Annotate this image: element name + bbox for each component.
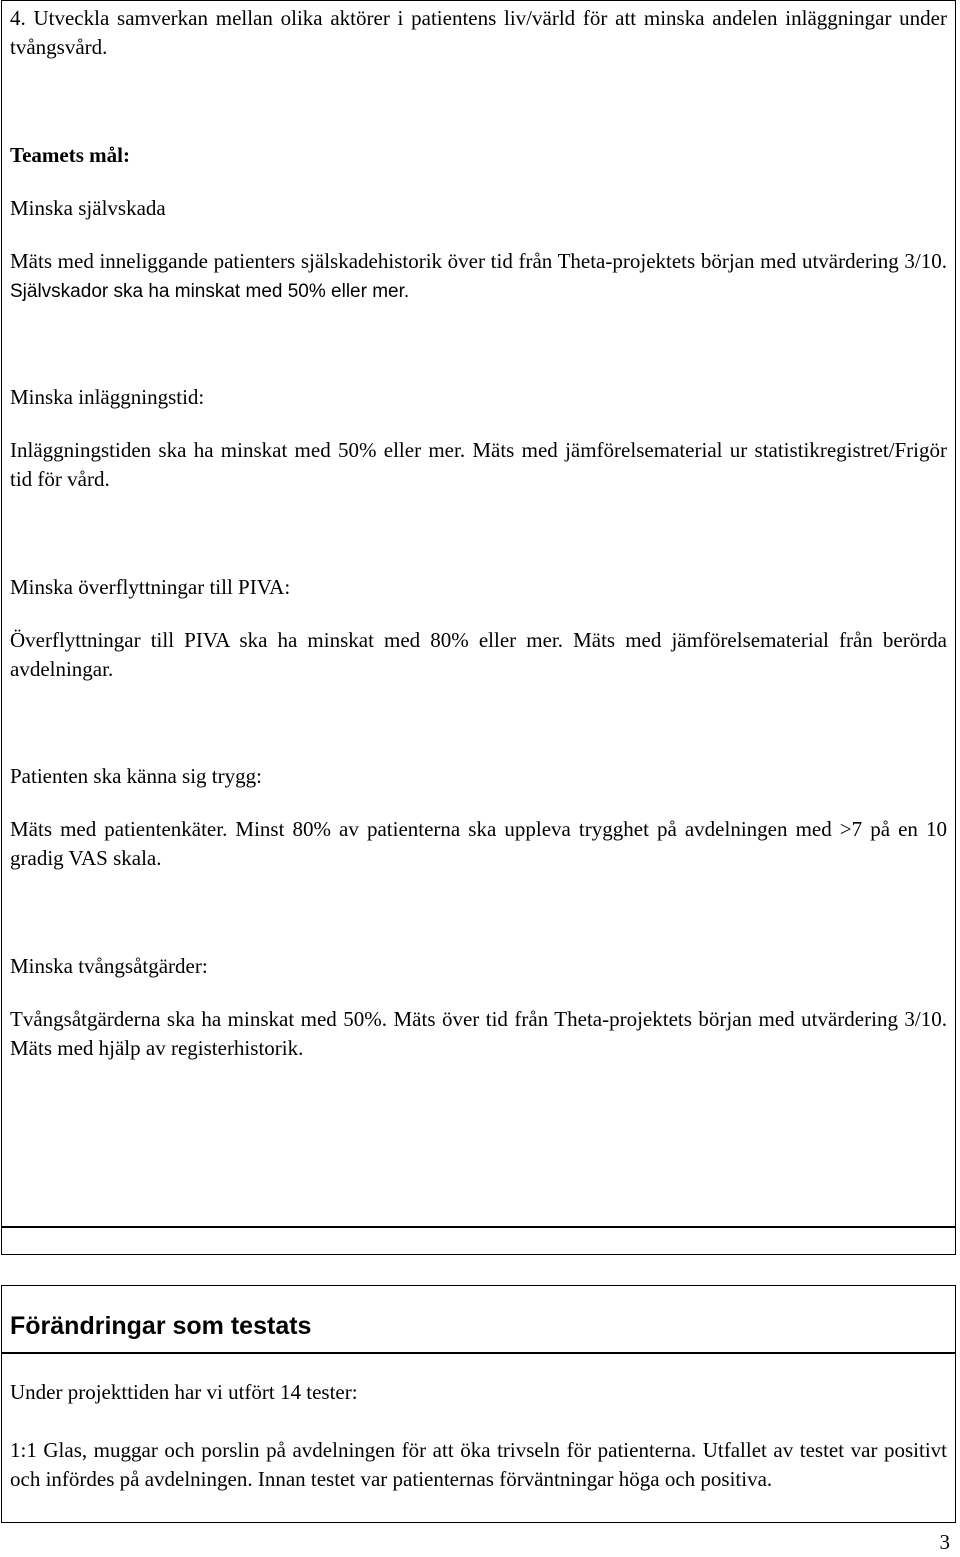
changes-body-box (1, 1353, 956, 1523)
goal-5-text-a: Tvångsåtgärderna ska ha minskat med 50%. (10, 1007, 394, 1031)
goal-2-text-a: Inläggningstiden ska ha minskat med 50% eller mer. (10, 438, 473, 462)
goal-5-text-b: Mäts över tid från Theta-projektets början med utvärdering 3/10. Mäts med hjälp av registerhistorik. (10, 1007, 948, 1060)
goal-2-title: Minska inläggningstid: (10, 385, 205, 409)
goals-heading: Teamets mål: (10, 143, 130, 167)
goal-2-text (10, 436, 947, 494)
item-4-text: 4. Utveckla samverkan mellan olika aktörer i patientens liv/värld för att minska andelen inläggningar under tvångsvård. (10, 6, 947, 59)
goal-1-text (10, 247, 947, 306)
goal-3-title: Minska överflyttningar till PIVA: (10, 575, 291, 599)
goal-4-title: Patienten ska känna sig trygg: (10, 764, 262, 788)
goal-3-text (10, 626, 947, 684)
goal-5-title: Minska tvångsåtgärder: (10, 954, 208, 978)
goals-box (1, 0, 956, 1227)
goal-5-text (10, 1005, 947, 1063)
goal-4-text-b: Minst 80% av patienterna ska uppleva trygghet på avdelningen med >7 på en 10 gradig VAS skala. (10, 817, 947, 870)
goal-4-text (10, 815, 947, 873)
empty-row-box (1, 1227, 956, 1255)
test-1-text: 1:1 Glas, muggar och porslin på avdelningen för att öka trivseln för patienterna. Utfallet av testet var positivt och infördes på avdelningen. Innan testet var patienternas förväntningar höga och positiva. (10, 1438, 947, 1491)
changes-intro: Under projekttiden har vi utfört 14 tester: (10, 1380, 358, 1404)
goal-2-text-b: Mäts med jämförelsematerial ur statistikregistret/Frigör tid för vård. (10, 438, 948, 491)
goal-4-text-a: Mäts med patientenkäter. (10, 817, 236, 841)
changes-heading-box (1, 1285, 956, 1353)
changes-heading: Förändringar som testats (10, 1312, 312, 1340)
goal-1-text-a: Mäts med inneliggande patienters själskadehistorik över tid från Theta-projektets början med utvärdering 3/10. (10, 249, 947, 273)
goal-1-text-b: Självskador ska ha minskat med 50% eller mer. (10, 281, 410, 302)
goal-3-text-b: Mäts med jämförelsematerial från berörda avdelningar. (10, 628, 947, 681)
page-number: 3 (939, 1530, 950, 1554)
goal-3-text-a: Överflyttningar till PIVA ska ha minskat med 80% eller mer. (10, 628, 574, 652)
goal-1-title: Minska självskada (10, 196, 166, 220)
